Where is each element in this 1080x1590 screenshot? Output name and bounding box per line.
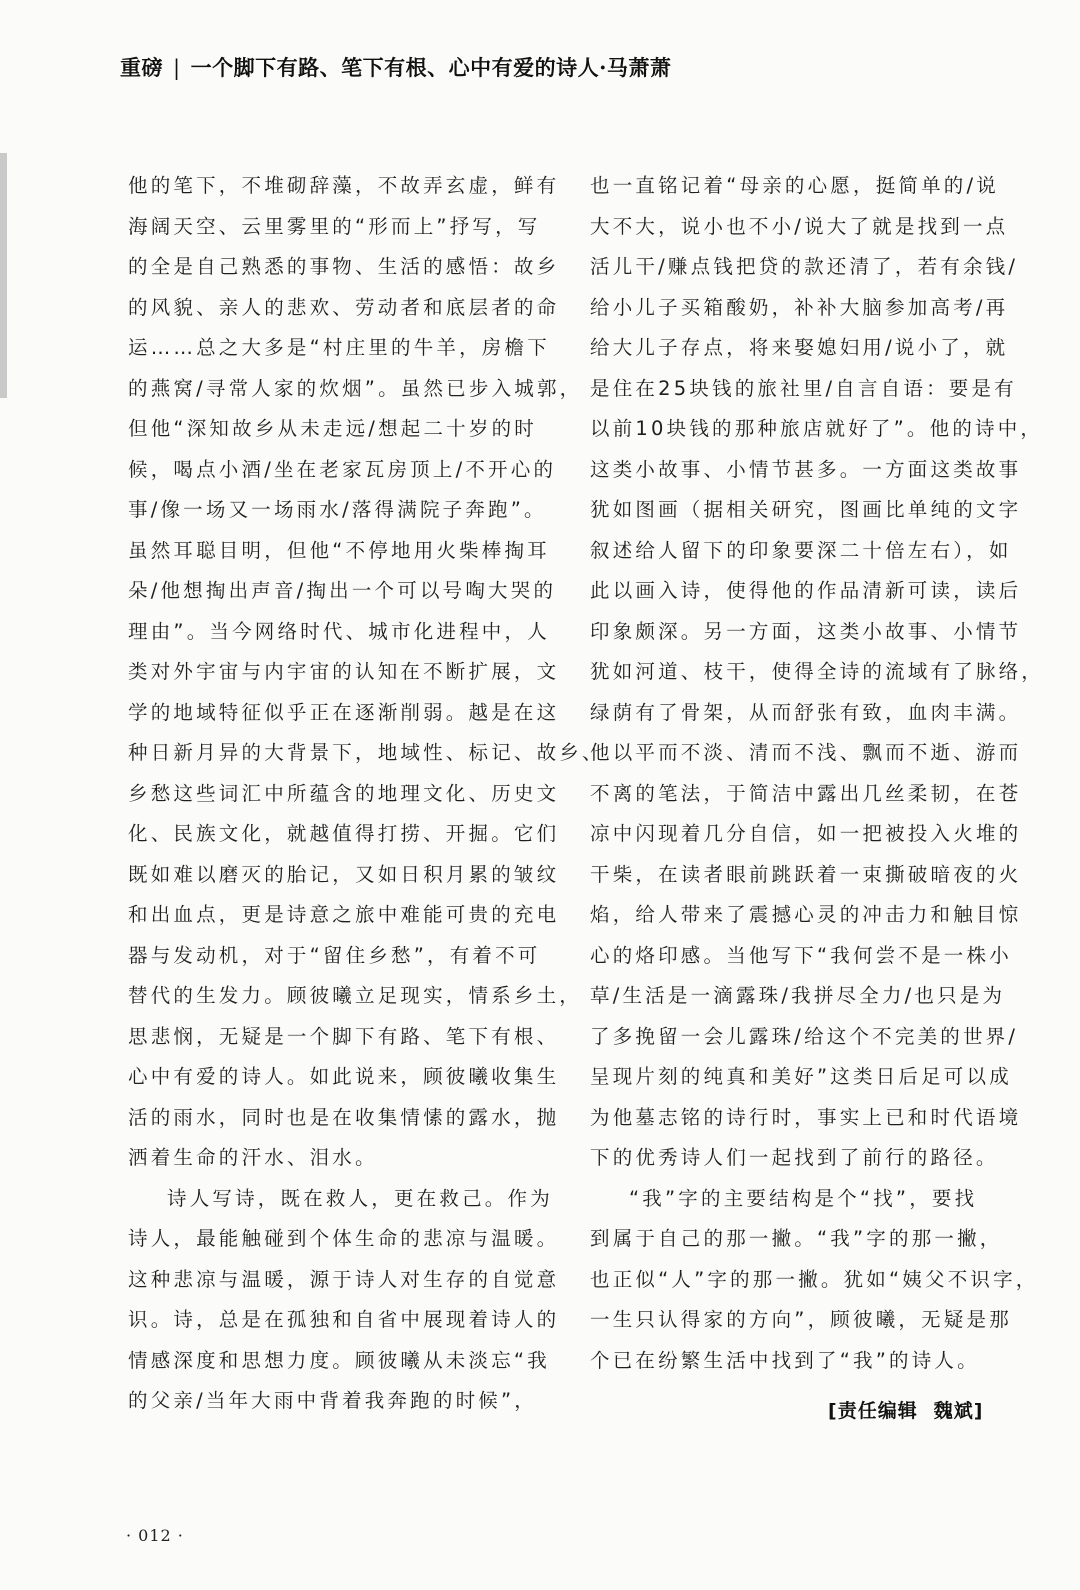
text-line: 犹如图画（据相关研究，图画比单纯的文字 <box>590 498 1022 521</box>
text-line: 的父亲/当年大雨中背着我奔跑的时候”， <box>128 1389 537 1412</box>
bracket-open: [ <box>828 1400 838 1422</box>
text-line: 心的烙印感。当他写下“我何尝不是一株小 <box>590 943 1012 967</box>
text-line: 也正似“人”字的那一撇。犹如“姨父不识字， <box>590 1267 1039 1291</box>
bracket-close: ] <box>973 1400 984 1422</box>
text-line: 给大儿子存点，将来娶媳妇用/说小了，就 <box>590 336 1009 359</box>
text-line: 焰，给人带来了震撼心灵的冲击力和触目惊 <box>590 903 1022 926</box>
text-line: 绿荫有了骨架，从而舒张有致，血肉丰满。 <box>590 700 1022 724</box>
text-line: 替代的生发力。顾彼曦立足现实，情系乡土， <box>128 984 583 1007</box>
text-line: 情感深度和思想力度。顾彼曦从未淡忘“我 <box>128 1348 550 1372</box>
text-line: 种日新月异的大背景下，地域性、标记、故乡、 <box>128 741 605 764</box>
text-line: 也一直铭记着“母亲的心愿，挺简单的/说 <box>590 174 999 197</box>
editor-name: 魏斌 <box>933 1400 974 1422</box>
text-line: 此以画入诗，使得他的作品清新可读，读后 <box>590 579 1022 602</box>
text-line: 和出血点，更是诗意之旅中难能可贵的充电 <box>128 903 560 926</box>
page-number: · 012 · <box>126 1526 184 1545</box>
text-line: 学的地域特征似乎正在逐渐削弱。越是在这 <box>128 700 560 724</box>
article-title: 一个脚下有路、笔下有根、心中有爱的诗人·马萧萧 <box>190 55 672 80</box>
text-line: 草/生活是一滴露珠/我拼尽全力/也只是为 <box>590 984 1006 1007</box>
text-line: 活的雨水，同时也是在收集情愫的露水，抛 <box>128 1105 560 1129</box>
text-line: 既如难以磨灭的胎记，又如日积月累的皱纹 <box>128 862 560 886</box>
text-line: 诗人，最能触碰到个体生命的悲凉与温暖。 <box>128 1227 560 1250</box>
text-line: 下的优秀诗人们一起找到了前行的路径。 <box>590 1146 999 1169</box>
text-line: 凉中闪现着几分自信，如一把被投入火堆的 <box>590 822 1022 845</box>
text-line: 事/像一场又一场雨水/落得满院子奔跑”。 <box>128 498 547 521</box>
text-line: 个已在纷繁生活中找到了“我”的诗人。 <box>590 1348 980 1372</box>
text-line: 不离的笔法，于简洁中露出几丝柔韧，在苍 <box>590 781 1022 805</box>
text-line: 一生只认得家的方向”，顾彼曦，无疑是那 <box>590 1308 1012 1331</box>
text-line: 理由”。当今网络时代、城市化进程中，人 <box>128 619 550 643</box>
text-line: 诗人写诗，既在救人，更在救己。作为 <box>167 1186 553 1210</box>
text-line: 大不大，说小也不小/说大了就是找到一点 <box>590 214 1009 238</box>
text-line: 这类小故事、小情节甚多。一方面这类故事 <box>590 457 1022 481</box>
text-line: 这种悲凉与温暖，源于诗人对生存的自觉意 <box>128 1267 560 1291</box>
text-line: 器与发动机，对于“留住乡愁”，有着不可 <box>128 943 541 967</box>
text-line: 运……总之大多是“村庄里的牛羊，房檐下 <box>128 336 550 359</box>
text-line: 识。诗，总是在孤独和自省中展现着诗人的 <box>128 1308 560 1331</box>
text-line: 他以平而不淡、清而不浅、飘而不逝、游而 <box>590 741 1022 764</box>
text-line: 朵/他想掏出声音/掏出一个可以号啕大哭的 <box>128 579 557 602</box>
text-line: 犹如河道、枝干，使得全诗的流域有了脉络， <box>590 660 1045 683</box>
text-line: 到属于自己的那一撇。“我”字的那一撇， <box>590 1227 1003 1250</box>
text-line: 是住在25块钱的旅社里/自言自语：要是有 <box>590 376 1017 400</box>
text-column-left <box>128 166 605 1422</box>
text-line: “我”字的主要结构是个“找”，要找 <box>629 1186 978 1210</box>
text-line: 化、民族文化，就越值得打捞、开掘。它们 <box>128 822 560 845</box>
running-header <box>120 52 671 82</box>
header-separator: | <box>173 56 181 80</box>
text-line: 以前10块钱的那种旅店就好了”。他的诗中， <box>590 417 1044 440</box>
editor-credit <box>828 1396 983 1423</box>
text-line: 乡愁这些词汇中所蕴含的地理文化、历史文 <box>128 781 560 805</box>
text-line: 了多挽留一会儿露珠/给这个不完美的世界/ <box>590 1024 1019 1048</box>
text-line: 洒着生命的汗水、泪水。 <box>128 1146 378 1169</box>
text-line: 干柴，在读者眼前跳跃着一束撕破暗夜的火 <box>590 862 1022 886</box>
text-line: 思悲悯，无疑是一个脚下有路、笔下有根、 <box>128 1024 560 1048</box>
text-line: 给小儿子买箱酸奶，补补大脑参加高考/再 <box>590 295 1009 319</box>
page-edge-shadow <box>0 153 7 398</box>
text-line: 的风貌、亲人的悲欢、劳动者和底层者的命 <box>128 295 560 319</box>
text-line: 为他墓志铭的诗行时，事实上已和时代语境 <box>590 1105 1022 1129</box>
text-line: 印象颇深。另一方面，这类小故事、小情节 <box>590 619 1022 643</box>
text-line: 活儿干/赚点钱把贷的款还清了，若有余钱/ <box>590 255 1019 278</box>
section-label: 重磅 <box>120 55 163 80</box>
editor-label: 责任编辑 <box>837 1400 918 1422</box>
text-column-right <box>590 166 1045 1381</box>
text-line: 的燕窝/寻常人家的炊烟”。虽然已步入城郭， <box>128 376 583 400</box>
text-line: 的全是自己熟悉的事物、生活的感悟：故乡 <box>128 255 560 278</box>
text-line: 他的笔下，不堆砌辞藻，不故弄玄虚，鲜有 <box>128 174 560 197</box>
text-line: 呈现片刻的纯真和美好”这类日后足可以成 <box>590 1065 1012 1088</box>
text-line: 候，喝点小酒/坐在老家瓦房顶上/不开心的 <box>128 457 557 481</box>
text-line: 但他“深知故乡从未走远/想起二十岁的时 <box>128 417 537 440</box>
text-line: 海阔天空、云里雾里的“形而上”抒写，写 <box>128 214 541 238</box>
text-line: 叙述给人留下的印象要深二十倍左右），如 <box>590 538 1012 562</box>
text-line: 类对外宇宙与内宇宙的认知在不断扩展，文 <box>128 660 560 683</box>
text-line: 心中有爱的诗人。如此说来，顾彼曦收集生 <box>128 1065 560 1088</box>
text-line: 虽然耳聪目明，但他“不停地用火柴棒掏耳 <box>128 538 550 562</box>
